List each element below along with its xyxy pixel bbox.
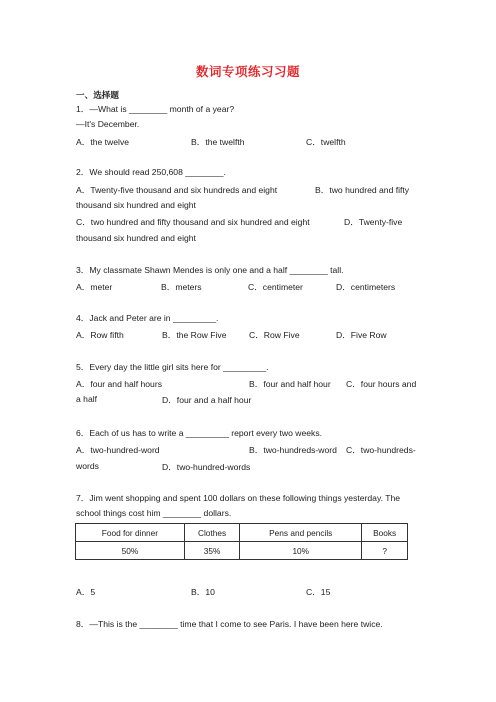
table-header-cell: Pens and pencils (240, 524, 362, 542)
question-6-stem: 6．Each of us has to write a _________ report every two weeks. (76, 428, 323, 438)
question-6-option-c[interactable]: C．two-hundreds- (346, 445, 416, 455)
table-header-row (76, 524, 408, 542)
table-header-cell: Books (362, 524, 408, 542)
question-2-option-c[interactable]: C．two hundred and fifty thousand and six hundred and eight (76, 217, 310, 227)
question-4-option-b[interactable]: B．the Row Five (162, 330, 227, 340)
question-2-stem: 2．We should read 250,608 ________. (76, 167, 226, 177)
question-7-stem-line-1: 7．Jim went shopping and spent 100 dollars on these following things yesterday. The (76, 493, 401, 503)
question-2-option-b-continued: thousand six hundred and eight (76, 200, 196, 210)
question-2-option-d-continued: thousand six hundred and eight (76, 233, 196, 243)
question-6-option-b[interactable]: B．two-hundreds-word (249, 445, 337, 455)
question-8-stem: 8．—This is the ________ time that I come to see Paris. I have been here twice. (76, 619, 383, 629)
spending-table (75, 523, 408, 560)
question-6-option-c-continued: words (76, 461, 99, 471)
question-1-stem: 1．—What is ________ month of a year? (76, 104, 235, 114)
question-2-option-d[interactable]: D．Twenty-five (344, 217, 403, 227)
section-heading: 一、选择题 (76, 90, 119, 100)
question-5-option-c[interactable]: C．four hours and (346, 379, 417, 389)
page-title: 数词专项练习习题 (195, 65, 300, 79)
question-4-stem: 4．Jack and Peter are in _________. (76, 313, 219, 323)
question-5-option-b[interactable]: B．four and half hour (249, 379, 331, 389)
question-7-option-b[interactable]: B．10 (191, 587, 215, 597)
question-3-option-d[interactable]: D．centimeters (336, 282, 396, 292)
table-cell: 10% (240, 542, 362, 560)
question-1-option-c[interactable]: C．twelfth (306, 137, 346, 147)
question-5-option-d[interactable]: D．four and a half hour (162, 395, 252, 405)
question-3-option-a[interactable]: A．meter (76, 282, 113, 292)
question-7-option-a[interactable]: A．5 (76, 587, 96, 597)
question-6-option-a[interactable]: A．two-hundred-word (76, 445, 160, 455)
question-2-option-a[interactable]: A．Twenty-five thousand and six hundreds and eight (76, 185, 278, 195)
table-header-cell: Clothes (184, 524, 239, 542)
question-3-option-b[interactable]: B．meters (161, 282, 202, 292)
question-5-stem: 5．Every day the little girl sits here for _________. (76, 362, 269, 372)
question-5-option-c-continued: a half (76, 394, 98, 404)
question-1-answer-line: —It's December. (76, 119, 140, 129)
question-2-option-b[interactable]: B．two hundred and fifty (315, 185, 410, 195)
table-row (76, 542, 408, 560)
table-cell: 50% (76, 542, 185, 560)
question-4-option-a[interactable]: A．Row fifth (76, 330, 124, 340)
question-4-option-d[interactable]: D．Five Row (336, 330, 387, 340)
question-7-stem-line-2: school things cost him ________ dollars. (76, 508, 232, 518)
table-cell: 35% (184, 542, 239, 560)
question-6-option-d[interactable]: D．two-hundred-words (162, 462, 251, 472)
question-3-stem: 3．My classmate Shawn Mendes is only one and a half ________ tall. (76, 265, 344, 275)
question-5-option-a[interactable]: A．four and half hours (76, 379, 162, 389)
question-7-option-c[interactable]: C．15 (306, 587, 331, 597)
question-1-option-b[interactable]: B．the twelfth (191, 137, 245, 147)
question-3-option-c[interactable]: C．centimeter (248, 282, 303, 292)
table-header-cell: Food for dinner (76, 524, 185, 542)
question-1-option-a[interactable]: A．the twelve (76, 137, 130, 147)
table-cell: ? (362, 542, 408, 560)
question-4-option-c[interactable]: C．Row Five (249, 330, 300, 340)
